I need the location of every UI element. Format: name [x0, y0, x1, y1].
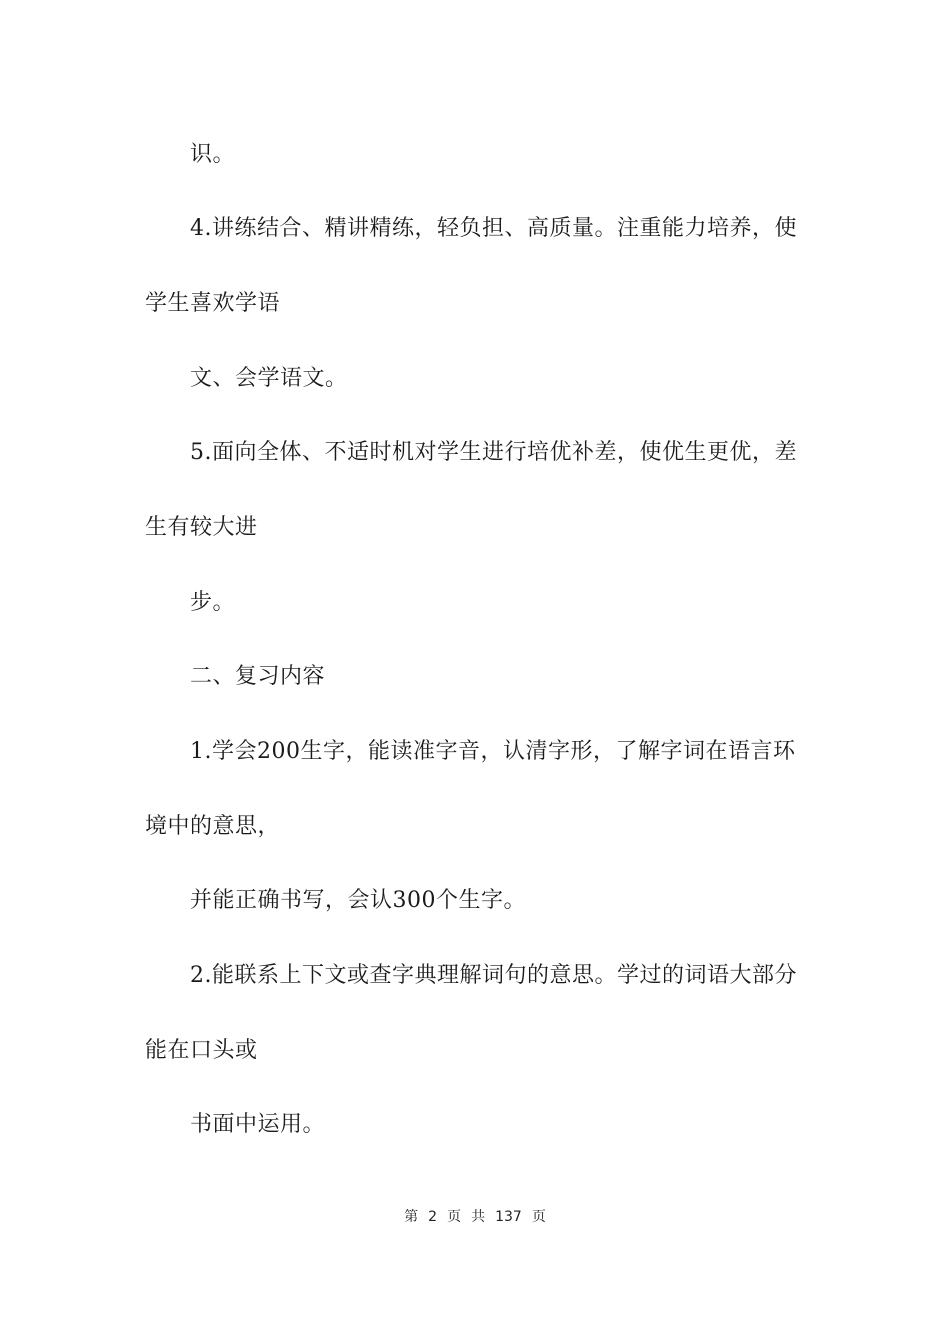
text-line: 并能正确书写，会认300个生字。	[190, 888, 526, 913]
footer-label-di: 第	[404, 1209, 419, 1225]
text-line: 学生喜欢学语	[145, 291, 281, 316]
text-line: 步。	[190, 590, 236, 615]
text-line: 5.面向全体、不适时机对学生进行培优补差，使优生更优，差	[190, 440, 797, 465]
text-line: 识。	[190, 142, 236, 167]
text-line: 2.能联系上下文或查字典理解词句的意思。学过的词语大部分	[190, 963, 797, 988]
section-heading: 二、复习内容	[190, 664, 326, 689]
footer-label-gong: 共	[471, 1209, 486, 1225]
footer-label-ye2: 页	[531, 1209, 546, 1225]
text-line: 1.学会200生字，能读准字音，认清字形，了解字词在语言环	[190, 739, 796, 764]
text-line: 生有较大进	[145, 515, 258, 540]
total-pages-number: 137	[495, 1209, 522, 1225]
text-line: 书面中运用。	[190, 1112, 326, 1137]
text-line: 能在口头或	[145, 1038, 258, 1063]
current-page-number: 2	[428, 1209, 438, 1225]
page-footer	[0, 1208, 950, 1226]
text-line: 境中的意思，	[145, 814, 281, 839]
footer-label-ye: 页	[447, 1209, 462, 1225]
text-line: 4.讲练结合、精讲精练，轻负担、高质量。注重能力培养，使	[190, 216, 797, 241]
text-line: 文、会学语文。	[190, 366, 348, 391]
